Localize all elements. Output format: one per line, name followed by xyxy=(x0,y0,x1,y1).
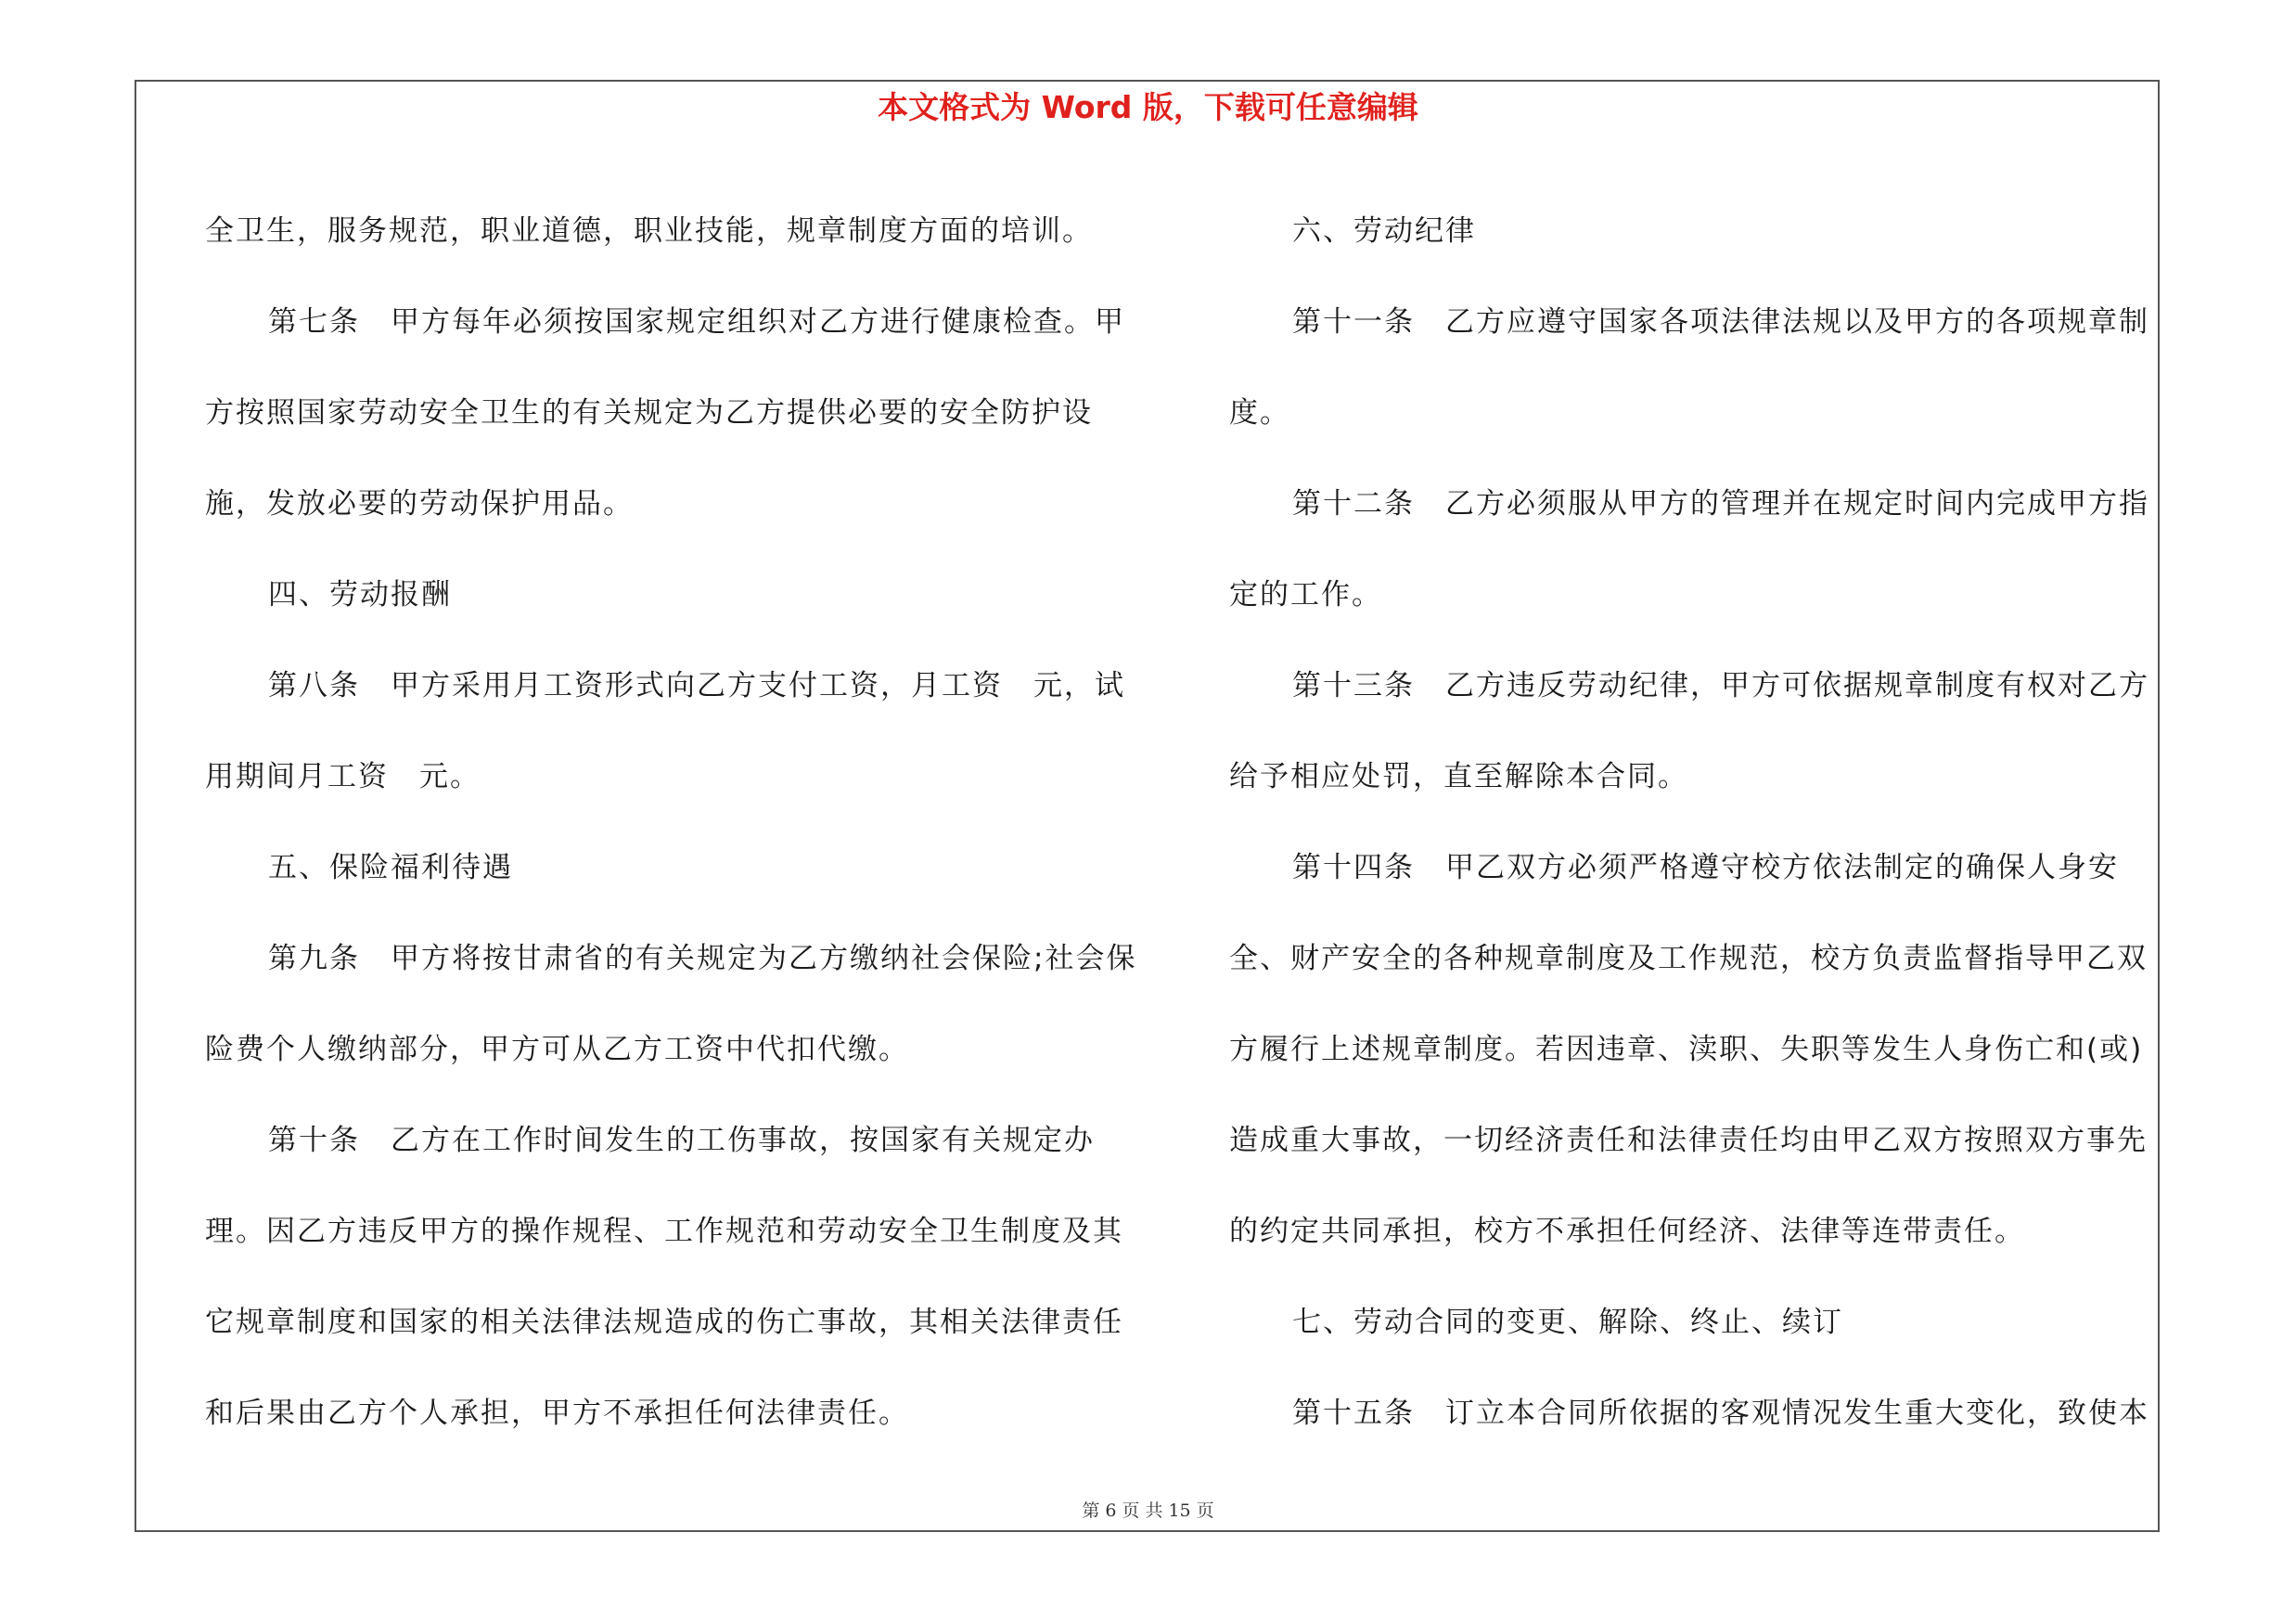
right-column xyxy=(1229,186,2166,1459)
page-footer xyxy=(0,1497,2296,1522)
left-column xyxy=(205,186,1142,1459)
section-heading: 四、劳动报酬 xyxy=(268,578,452,612)
paragraph: 第八条 甲方采用月工资形式向乙方支付工资，月工资 元，试用期间月工资 元。 xyxy=(205,669,1125,793)
page-number: 6 xyxy=(1105,1501,1117,1521)
footer-middle: 页 共 xyxy=(1122,1501,1163,1521)
section-heading: 七、劳动合同的变更、解除、终止、续订 xyxy=(1292,1306,1843,1339)
paragraph: 第十五条 订立本合同所依据的客观情况发生重大变化，致使本 xyxy=(1292,1397,2149,1430)
section-heading: 六、劳动纪律 xyxy=(1292,214,1476,248)
footer-suffix: 页 xyxy=(1196,1501,1214,1521)
paragraph: 第九条 甲方将按甘肃省的有关规定为乙方缴纳社会保险;社会保险费个人缴纳部分，甲方可从乙方工资中代扣代缴。 xyxy=(205,942,1137,1066)
paragraph: 第十四条 甲乙双方必须严格遵守校方依法制定的确保人身安全、财产安全的各种规章制度及工作规范，校方负责监督指导甲乙双方履行上述规章制度。若因违章、渎职、失职等发生人身伤亡和(或)造成重大事故，一切经济责任和法律责任均由甲乙双方按照双方事先的约定共同承担，校方不承担任何经济、法律等连带责任。 xyxy=(1229,851,2148,1248)
word-format-banner: 本文格式为 Word 版，下载可任意编辑 xyxy=(878,89,1418,125)
paragraph: 第十条 乙方在工作时间发生的工伤事故，按国家有关规定办理。因乙方违反甲方的操作规程、工作规范和劳动安全卫生制度及其它规章制度和国家的相关法律法规造成的伤亡事故，其相关法律责任和后果由乙方个人承担，甲方不承担任何法律责任。 xyxy=(205,1124,1123,1430)
paragraph: 全卫生，服务规范，职业道德，职业技能，规章制度方面的培训。 xyxy=(205,214,1093,248)
page-total: 15 xyxy=(1168,1501,1191,1521)
paragraph: 第十一条 乙方应遵守国家各项法律法规以及甲方的各项规章制度。 xyxy=(1229,305,2149,430)
footer-prefix: 第 xyxy=(1082,1501,1100,1521)
paragraph: 第十三条 乙方违反劳动纪律，甲方可依据规章制度有权对乙方给予相应处罚，直至解除本合同。 xyxy=(1229,669,2149,793)
paragraph: 第七条 甲方每年必须按国家规定组织对乙方进行健康检查。甲方按照国家劳动安全卫生的有关规定为乙方提供必要的安全防护设施，发放必要的劳动保护用品。 xyxy=(205,305,1125,521)
section-heading: 五、保险福利待遇 xyxy=(268,851,513,884)
paragraph: 第十二条 乙方必须服从甲方的管理并在规定时间内完成甲方指定的工作。 xyxy=(1229,487,2149,612)
